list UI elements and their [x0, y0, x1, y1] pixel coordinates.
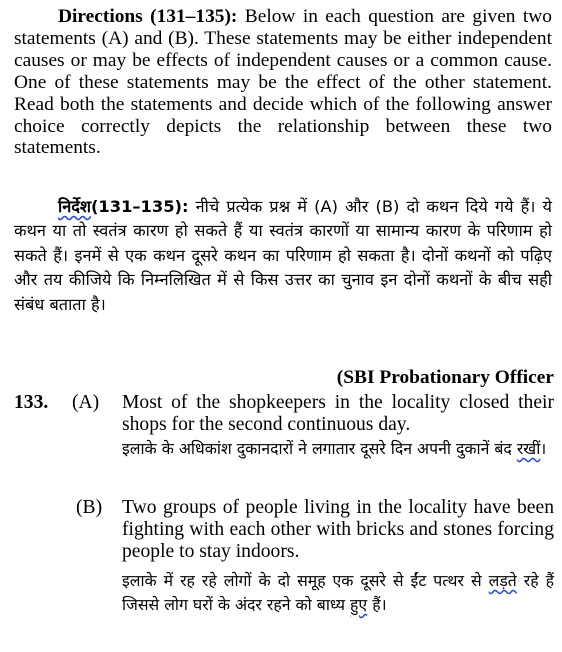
directions-hindi-range: (131–135): [90, 197, 189, 216]
directions-text: Below in each question are given two statements (A) and (B). These statements may be either independent causes or may be effects of independent causes or a common cause. One of these statements may be the effect of the other statement. Read both the statements and decide which of the following answer choice correctly depicts the relationship between these two statements. [14, 6, 552, 159]
option-a-hindi [122, 437, 554, 461]
option-b-hindi-part1: इलाके में रह रहे लोगों के दो समूह एक दूसरे से ईंट पत्थर से [122, 571, 482, 590]
question-number: 133. [14, 392, 49, 413]
option-b-letter: (B) [76, 497, 103, 518]
option-b-hindi [122, 569, 554, 617]
directions-hindi-text: नीचे प्रत्येक प्रश्न में (A) और (B) दो कथन दिये गये हैं। ये कथन या तो स्वतंत्र कारण हो सकते हैं या स्वतंत्र कारणों या सामान्य कारण के परिणाम हो सकते हैं। इनमें से एक कथन दूसरे कथन का परिणाम हो सकता है। दोनों कथनों को पढ़िए और तय कीजिये कि निम्नलिखित में से किस उत्तर का चुनाव इन दोनों कथनों के बीच सही संबंध बताता है। [14, 197, 552, 314]
option-b-hindi-part2: रहे हैं जिससे लोग घरों के अंदर रहने को बाध्य [122, 571, 554, 614]
option-b-text: Two groups of people living in the locality have been fighting with each other with bricks and stones forcing people to stay indoors. [122, 497, 554, 562]
option-b-hindi-squig2: हुए [350, 595, 368, 614]
option-a-hindi-part1: इलाके के अधिकांश दुकानदारों ने लगातार दूसरे दिन अपनी दुकानें बंद [122, 439, 512, 458]
directions-hindi-label: निर्देश [58, 197, 91, 216]
option-b-hindi-part3: हैं। [367, 595, 387, 614]
option-a-text: Most of the shopkeepers in the locality closed their shops for the second continuous day. [122, 392, 554, 435]
option-a-hindi-squig: रखीं [516, 439, 541, 458]
directions-hindi [14, 195, 552, 317]
directions-label: Directions (131–135): [58, 6, 238, 27]
exam-source: (SBI Probationary Officer [336, 367, 554, 388]
directions-english [14, 6, 552, 159]
option-a-hindi-part2: । [540, 439, 547, 458]
option-b-hindi-squig: लड़ते [488, 571, 517, 590]
option-a-letter: (A) [72, 392, 100, 413]
